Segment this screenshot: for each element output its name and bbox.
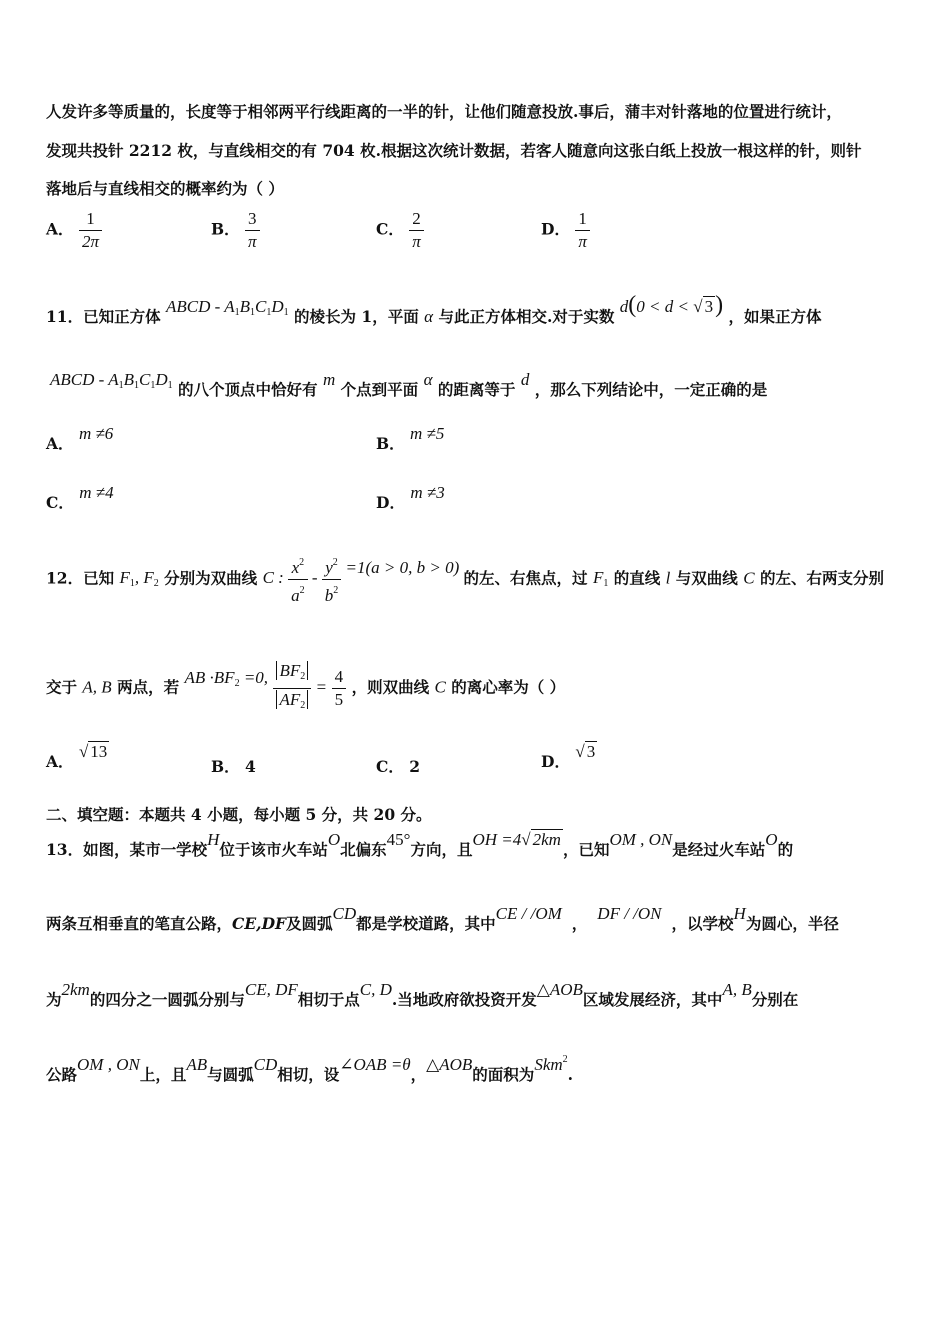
denominator: π <box>248 232 257 251</box>
roads-ce-df: CE, DF <box>244 980 298 999</box>
q12-text: ，则双曲线 <box>351 677 430 697</box>
fraction <box>79 208 102 253</box>
triangle-aob: △AOB <box>536 980 583 999</box>
q12-text: 的左、右两支分别 <box>759 568 884 588</box>
q13-text: 北偏东 <box>340 840 387 859</box>
dot-product: AB $\cdot BF_2 =0$, <box>184 667 269 689</box>
focus-f1: $F_1$ <box>592 568 609 590</box>
q11-text: 与此正方体相交.对于实数 <box>438 307 615 326</box>
q13-text: 为圆心，半径 <box>745 914 839 933</box>
roads-om-on: OM , ON <box>609 830 673 849</box>
numerator: 1 <box>575 208 590 231</box>
area-s: Skm$^2$ <box>534 1054 568 1074</box>
q13-text: 都是学校道路，其中 <box>356 914 496 933</box>
fraction <box>245 208 260 253</box>
q13-text: ， <box>410 1065 427 1084</box>
q13-text: 相切于点 <box>297 990 360 1009</box>
fraction <box>409 208 424 253</box>
d-condition: d(0 < d < √ 3) <box>619 292 724 318</box>
q11-text: ，如果正方体 <box>728 307 822 326</box>
angle-45: 45° <box>386 830 411 849</box>
option-label: B． <box>376 434 405 453</box>
ratio-fraction: $\frac{BF_2}{AF_2}$ <box>273 660 311 717</box>
q13-text: ，已知 <box>562 840 610 859</box>
q13-text: 公路 <box>46 1065 78 1084</box>
q11-line-1 <box>46 292 822 329</box>
q13-line-4 <box>46 1054 574 1085</box>
hyperbola-equation: C : $\frac{x^2}{a^2}$ - $\frac{y^2}{b^2}$ =1(a > 0, b > 0) <box>263 568 464 587</box>
option-label: A． <box>46 752 74 771</box>
q11-text: 的棱长为 1，平面 <box>294 307 419 326</box>
q13-line-1 <box>46 830 794 860</box>
q13-text: 方向，且 <box>410 840 473 859</box>
cube-name: ABCD - $A_1B_1C_1D_1$ <box>165 297 289 318</box>
df-parallel-on: DF / /ON <box>597 904 662 923</box>
q13-text: 的面积为 <box>472 1065 535 1084</box>
points-ab: A, B <box>722 980 752 999</box>
q10-line-1: 人发许多等质量的，长度等于相邻两平行线距离的一半的针，让他们随意投放.事后，蒲丰对针落地的位置进行统计， <box>46 102 842 121</box>
q10-option-c[interactable] <box>376 208 424 253</box>
ratio-value: $\frac{4}{5}$ <box>332 666 347 711</box>
q12-line-2: 交于 A, B 两点，若 AB $\cdot BF_2 =0$, $\frac{BF_2}{AF_2}$ = $\frac{4}{5}$ ，则双曲线 C 的离心率为（ ） <box>46 660 565 717</box>
q10-option-a[interactable] <box>46 208 102 253</box>
q13-text: 位于该市火车站 <box>219 840 328 859</box>
q13-text: 与圆弧 <box>207 1065 254 1084</box>
option-label: B． <box>211 757 240 776</box>
q10-option-d[interactable] <box>541 208 590 253</box>
roads-om-on: OM , ON <box>77 1055 140 1074</box>
q12-option-c[interactable] <box>376 755 420 777</box>
q10-line-3: 落地后与直线相交的概率约为（ ） <box>46 179 284 198</box>
option-value: m ≠6 <box>78 424 114 443</box>
sqrt-value: √ 13 <box>78 742 108 761</box>
q12-text: 12．已知 <box>46 568 115 588</box>
q12-text: 的直线 <box>613 568 661 588</box>
q11-option-b[interactable] <box>376 424 445 454</box>
q13-text: 两条互相垂直的笔直公路， <box>46 914 233 933</box>
line-l: l <box>665 568 671 588</box>
triangle-aob: △AOB <box>426 1055 473 1074</box>
q12-line-1 <box>46 552 884 607</box>
section-2-heading: 二、填空题：本题共 4 小题，每小题 5 分，共 20 分。 <box>46 805 432 824</box>
option-label: B． <box>211 219 240 239</box>
option-label: A． <box>46 219 74 239</box>
q11-option-a[interactable] <box>46 424 114 454</box>
option-label: C． <box>376 219 404 239</box>
station-o: O <box>327 830 341 849</box>
foci: $F_1$, $F_2$ <box>119 568 159 590</box>
option-label: D． <box>541 752 570 771</box>
q13-text: ，以学校 <box>671 914 734 933</box>
option-label: D． <box>376 493 405 512</box>
angle-oab: ∠OAB =θ <box>339 1055 411 1074</box>
q13-text: 相切，设 <box>277 1065 340 1084</box>
q12-option-b[interactable] <box>211 755 256 777</box>
q13-text: 上，且 <box>139 1065 187 1084</box>
radius: 2km <box>61 980 90 999</box>
option-label: C． <box>376 757 404 776</box>
d-variable: d <box>520 370 530 389</box>
q11-option-c[interactable] <box>46 483 114 513</box>
q13-text: .当地政府欲投资开发 <box>391 990 537 1009</box>
q10-line-2: 发现共投针 2212 枚，与直线相交的有 704 枚.根据这次统计数据，若客人随意向这张白纸上投放一根这样的针，则针 <box>46 141 862 160</box>
curve-c: C <box>743 568 755 588</box>
alpha-symbol: α <box>424 307 434 326</box>
option-value: m ≠5 <box>410 424 445 443</box>
q13-text: 及圆弧 <box>286 914 333 933</box>
q11-text: 的距离等于 <box>437 380 516 399</box>
q12-text: 与双曲线 <box>675 568 738 588</box>
ce-parallel-om: CE / /OM <box>495 904 562 923</box>
q11-text: ，那么下列结论中，一定正确的是 <box>534 380 768 399</box>
m-variable: m <box>322 370 336 389</box>
school-h: H <box>733 904 746 923</box>
q12-text: 分别为双曲线 <box>164 568 258 588</box>
cube-name: ABCD - $A_1B_1C_1D_1$ <box>50 370 173 391</box>
q10-option-b[interactable] <box>211 208 260 253</box>
q13-text: 区域发展经济，其中 <box>582 990 723 1009</box>
q13-line-2 <box>46 904 839 934</box>
q13-text: 13．如图，某市一学校 <box>46 840 208 859</box>
q13-text: 是经过火车站 <box>672 840 766 859</box>
q12-text: 两点，若 <box>117 677 180 697</box>
q13-text: . <box>567 1065 574 1084</box>
q13-text: ， <box>571 914 588 933</box>
q12-option-d[interactable] <box>541 742 597 772</box>
alpha-symbol: α <box>423 370 433 389</box>
option-value: m ≠3 <box>410 483 445 502</box>
option-label: D． <box>541 219 570 239</box>
numerator: 3 <box>245 208 260 231</box>
arc-cd: CD <box>332 904 357 923</box>
roads-ce-df: CE,DF <box>232 914 287 933</box>
points-cd: C, D <box>359 980 392 999</box>
points-ab: A, B <box>82 677 112 697</box>
option-value: 2 <box>409 757 421 776</box>
option-label: A． <box>46 434 74 453</box>
q11-line-2 <box>50 370 768 401</box>
q13-line-3 <box>46 980 799 1010</box>
q12-text: 的左、右焦点，过 <box>463 568 588 588</box>
denominator: π <box>578 232 587 251</box>
fraction <box>575 208 590 253</box>
sqrt-value: √ 3 <box>575 742 596 761</box>
q13-text: 分别在 <box>751 990 799 1009</box>
school-h: H <box>207 830 220 849</box>
option-value: m ≠4 <box>79 483 114 502</box>
option-label: C． <box>46 493 74 512</box>
segment-ab: AB <box>186 1055 208 1074</box>
q11-text: 个点到平面 <box>340 380 419 399</box>
oh-distance: OH =4√ 2km <box>472 830 561 849</box>
q13-text: 为 <box>46 990 62 1009</box>
q11-text: 的八个顶点中恰好有 <box>178 380 318 399</box>
q11-option-d[interactable] <box>376 483 445 513</box>
q11-text: 11．已知正方体 <box>46 307 161 326</box>
numerator: 1 <box>79 208 102 231</box>
numerator: 2 <box>409 208 424 231</box>
denominator: 2π <box>81 232 99 251</box>
station-o: O <box>765 830 778 849</box>
q13-text: 的 <box>777 840 794 859</box>
q13-text: 的四分之一圆弧分别与 <box>89 990 245 1009</box>
option-value: 4 <box>245 757 256 776</box>
q12-text: 的离心率为（ ） <box>451 677 566 697</box>
denominator: π <box>412 232 421 251</box>
arc-cd: CD <box>253 1055 278 1074</box>
curve-c: C <box>434 677 446 697</box>
q12-option-a[interactable] <box>46 742 109 772</box>
q12-text: 交于 <box>46 677 78 697</box>
